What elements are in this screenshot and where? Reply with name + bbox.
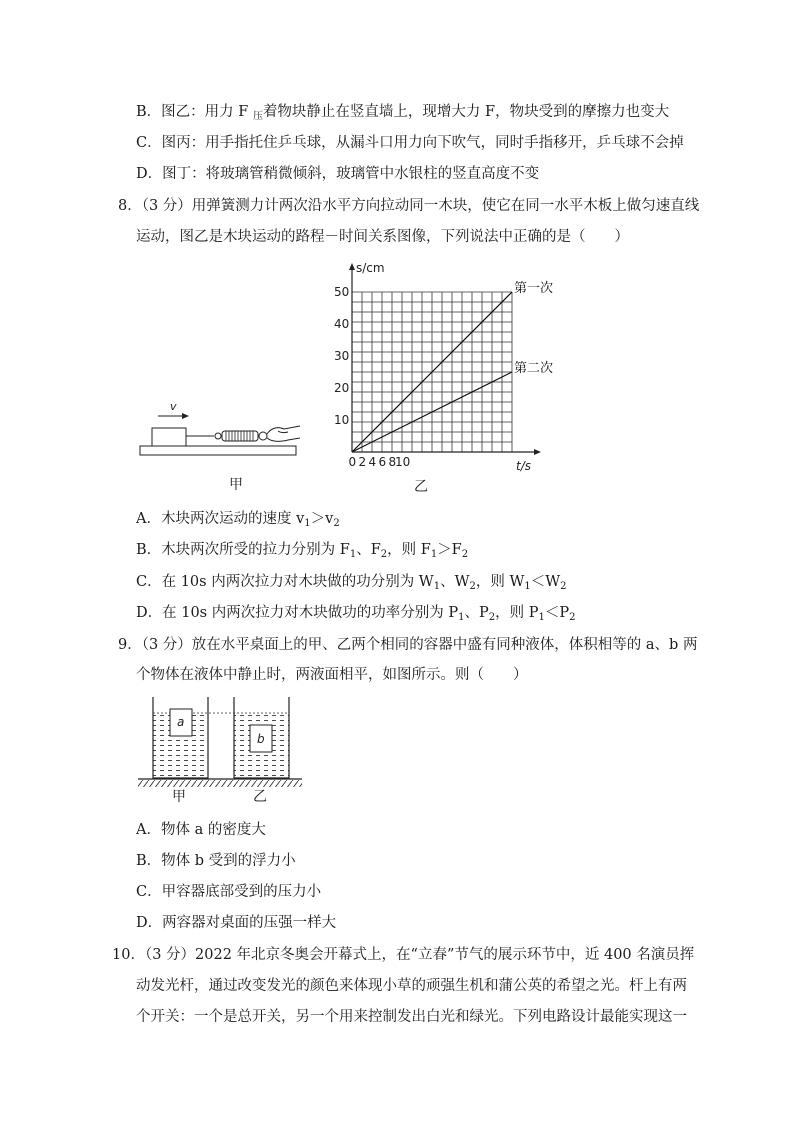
q8-b-sub3: 1 [430,549,438,560]
x-tick-label: 2 [358,455,367,469]
q8-b-sub4: 2 [461,549,469,560]
q8-b-sub2: 2 [380,549,388,560]
x-tick-label: 10 [395,455,411,469]
wooden-board [140,446,296,455]
q8-c-mid2: ，则 W [475,574,525,590]
series-label: 第二次 [514,361,554,376]
q9-option-c: C．甲容器底部受到的压力小 [136,884,322,900]
q8-d-sub3: 1 [538,612,545,623]
q8-st-chart [330,258,554,473]
y-axis-arrow [349,263,355,270]
q8-d-sub4: 2 [569,612,576,623]
q8-b-mid: 、F [356,542,381,558]
q8-option-c [136,572,567,592]
q8-option-d [136,603,576,623]
series-label: 第一次 [514,281,554,296]
q8-fig-yi-label: 乙 [414,479,428,495]
q9-option-b: B．物体 b 受到的浮力小 [136,853,296,869]
scale-ring [259,432,267,440]
q8-stem-line2: 运动，图乙是木块运动的路程－时间关系图像，下列说法中正确的是（ ） [136,229,629,245]
q8-c-text: C．在 10s 内两次拉力对木块做的功分别为 W [136,574,434,590]
q10-line1: 10．（3 分）2022 年北京冬奥会开幕式上，在“立春”节气的展示环节中，近 400 名演员挥 [112,947,695,963]
y-tick-label: 10 [334,413,350,427]
q10-line3: 个开关：一个是总开关，另一个用来控制发出白光和绿光。下列电路设计最能实现这一 [136,1009,687,1025]
q9-label-jia: 甲 [172,789,186,805]
y-tick-label: 50 [334,285,350,299]
q7-option-b-subscript: 压 [252,111,263,122]
q7-option-b [136,102,669,122]
q8-fig-jia-label: 甲 [229,477,243,493]
q9-option-d: D．两容器对桌面的压强一样大 [136,915,337,931]
q8-c-sub4: 2 [560,581,567,592]
q9-option-a: A．物体 a 的密度大 [136,822,266,838]
hand-icon [267,426,300,441]
q9-containers-figure [136,693,304,805]
q9-stem-line1: 9．（3 分）放在水平桌面上的甲、乙两个相同的容器中盛有同种液体，体积相等的 a、b 两 [118,637,698,653]
q8-option-a [136,509,340,529]
q8-c-sub3: 1 [524,581,531,592]
q10-line2: 动发光杆，通过改变发光的颜色来体现小草的顽强生机和蒲公英的希望之光。杆上有两 [136,978,687,994]
q8-c-sub1: 1 [433,581,441,592]
q8-c-mid: 、W [440,574,470,590]
q8-stem-line1: 8．（3 分）用弹簧测力计两次沿水平方向拉动同一木块，使它在同一水平木板上做匀速直线 [118,198,700,214]
q8-c-mid3: ＜W [530,574,561,590]
q8-b-mid3: ＞F [437,542,462,558]
q8-a-sub2: 2 [333,518,340,529]
y-tick-label: 40 [334,317,350,331]
velocity-arrow-head [182,413,189,419]
y-tick-label: 20 [334,381,350,395]
y-tick-label: 30 [334,349,350,363]
q7-option-d: D．图丁：将玻璃管稍微倾斜，玻璃管中水银柱的竖直高度不变 [136,166,540,182]
q8-b-text: B．木块两次所受的拉力分别为 F [136,542,350,558]
q9-label-yi: 乙 [253,789,267,805]
scale-hook [215,433,221,439]
y-axis-label: s/cm [356,261,385,275]
wooden-block [152,428,186,446]
q8-d-mid: 、P [464,605,489,621]
q8-a-mid: ＞v [310,511,334,527]
object-b-label: b [257,732,265,746]
q8-d-mid2: ，则 P [495,605,539,621]
q9-stem-line2: 个物体在液体中静止时，两液面相平，如图所示。则（ ） [136,667,528,683]
x-tick-label: 4 [368,455,377,469]
q7-option-b-text: B．图乙：用力 F [136,104,253,120]
q7-option-b-text-end: 着物块静止在竖直墙上，现增大力 F，物块受到的摩擦力也变大 [262,104,670,120]
q8-d-sub2: 2 [488,612,496,623]
q8-option-b [136,540,468,560]
x-tick-label: 6 [378,455,387,469]
q8-c-sub2: 2 [469,581,476,592]
q8-d-sub1: 1 [458,612,465,623]
x-tick-label: 0 [348,455,357,469]
q7-option-c: C．图丙：用手指托住乒乓球，从漏斗口用力向下吹气，同时手指移开，乒乓球不会掉 [136,135,684,151]
q8-b-mid2: ，则 F [387,542,431,558]
x-tick-label: 8 [388,455,397,469]
table-hatch [138,780,302,787]
q8-figure-jia [138,398,300,460]
q8-d-mid3: ＜P [544,605,570,621]
q8-a-text: A．木块两次运动的速度 v [136,511,305,527]
q8-a-sub1: 1 [304,518,311,529]
q8-b-sub1: 1 [349,549,357,560]
x-axis-arrow [534,449,541,455]
object-a-label: a [177,715,185,729]
x-axis-label: t/s [516,459,531,473]
velocity-label: v [170,400,177,413]
q8-d-text: D．在 10s 内两次拉力对木块做功的功率分别为 P [136,605,459,621]
